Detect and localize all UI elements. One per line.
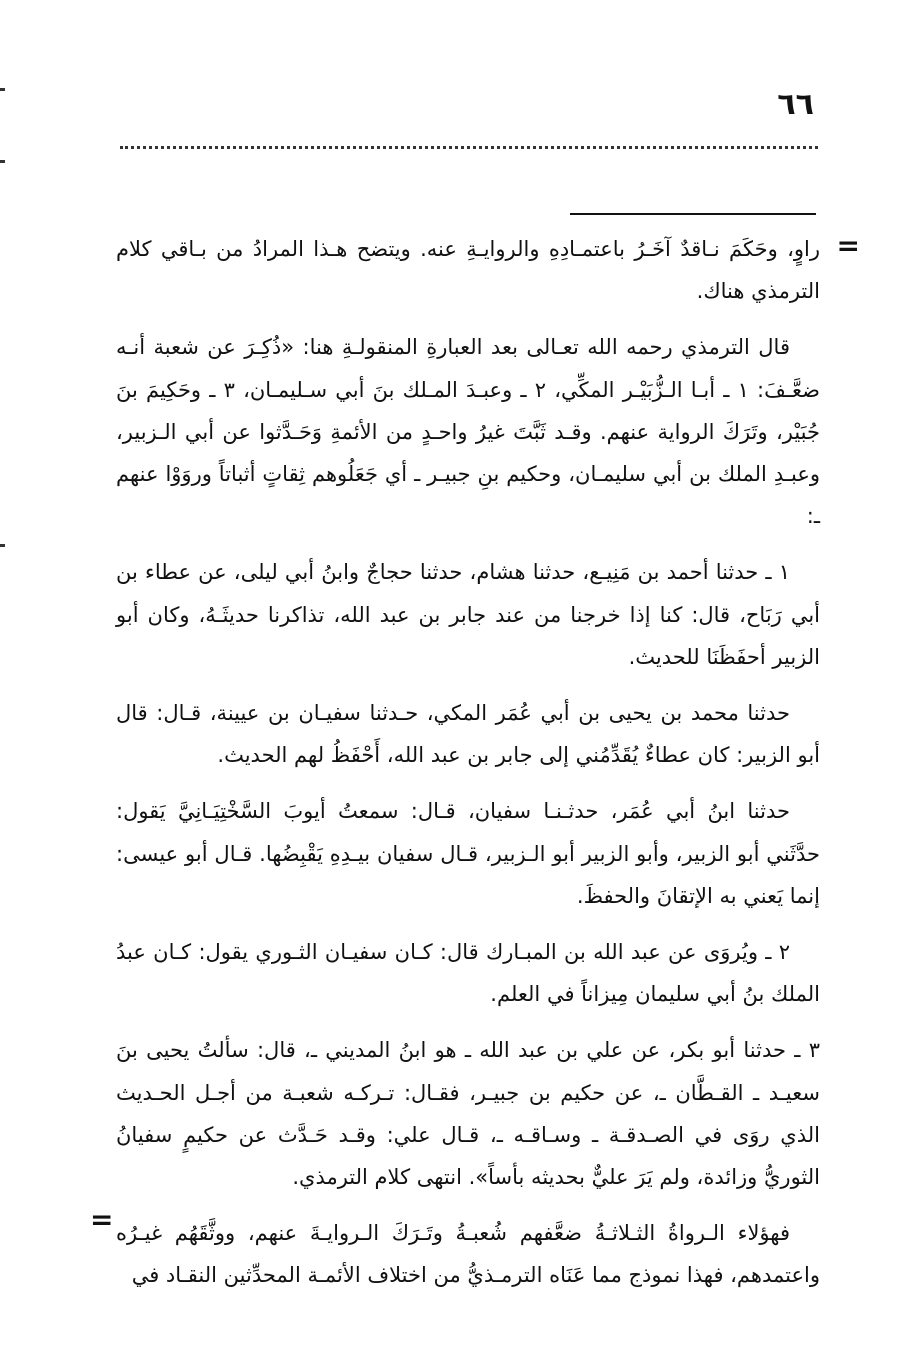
paragraph: راوٍ، وحَكَمَ نـاقدٌ آخَـرُ باعتمـادِهِ والروايـةِ عنه. ويتضح هـذا المرادُ من بـاقي كلام الترمذي هناك. xyxy=(116,237,820,304)
scan-mark xyxy=(0,88,5,91)
footnote-separator-rule xyxy=(570,213,816,215)
paragraph: ١ ـ حدثنا أحمد بن مَنِيـع، حدثنا هشام، حدثنا حجاجٌ وابنُ أبي ليلى، عن عطاء بن أبي رَبَاح، قال: كنا إذا خرجنا من عند جابر بن عبد الله، تذاكرنا حديثَـهُ، وكان أبو الزبير أحفَظَنَا للحديث. xyxy=(116,560,820,669)
paragraph: قال الترمذي رحمه الله تعـالى بعد العبارةِ المنقولـةِ هنا: «ذُكِـرَ عن شعبة أنـه ضعَّـفَ: ١ ـ أبـا الـزُّبَيْـر المكِّي، ٢ ـ وعبـدَ المـلك بنَ أبي سـليمـان، ٣ ـ وحَكِيمَ بنَ جُبَيْر، وتَرَكَ الرواية عنهم. وقـد ثَبَّتَ غيرُ واحـدٍ من الأئمةِ وَحَـدَّثوا عن أبي الـزبير، وعبـدِ الملك بن أبي سليمـان، وحكيم بنِ جبيـر ـ أي جَعَلُوهم ثِقاتٍ أثباتاً وروَوْا عنهم ـ: xyxy=(116,335,820,529)
paragraph: ٢ ـ ويُروَى عن عبد الله بن المبـارك قال: كـان سفيـان الثـوري يقول: كـان عبدُ الملك بنُ أبي سليمان مِيزاناً في العلم. xyxy=(116,940,820,1007)
body-text xyxy=(116,228,820,1297)
continuation-mark-bottom: = xyxy=(90,1203,114,1236)
scan-mark xyxy=(0,544,5,547)
paragraph: ٣ ـ حدثنا أبو بكر، عن علي بن عبد الله ـ هو ابنُ المديني ـ، قال: سألتُ يحيى بنَ سعيـد ـ القـطَّان ـ، عن حكيم بن جبيـر، فقـال: تـركـه شعبـة من أجـل الحـديث الذي روَى في الصـدقـة ـ وسـاقـه ـ، قـال علي: وقـد حَـدَّث عن حكيمٍ سفيانُ الثوريُّ وزائدة، ولم يَرَ عليٌّ بحديثه بأساً». انتهى كلام الترمذي. xyxy=(116,1038,820,1190)
scan-mark xyxy=(0,160,5,163)
paragraph: حدثنا محمد بن يحيى بن أبي عُمَر المكي، حـدثنا سفيـان بن عيينة، قـال: قال أبو الزبير: كان عطاءٌ يُقَدِّمُني إلى جابر بن عبد الله، أَحْفَظُ لهم الحديث. xyxy=(116,701,820,768)
paragraph: حدثنا ابنُ أبي عُمَر، حدثـنـا سفيان، قـال: سمعتُ أيوبَ السَّخْتِيَـانِيَّ يَقول: حدَّثَني أبو الزبير، وأبو الزبير أبو الـزبير، قـال سفيان بيـدِهِ يَقْبِضُها. قـال أبو عيسى: إنما يَعني به الإتقانَ والحفظَ. xyxy=(116,799,820,908)
paragraph: فهؤلاء الـرواةُ الثـلاثـةُ ضعَّفهم شُعبـةُ وتَـرَكَ الـروايـةَ عنهم، ووثَّقَهُم غيـرُه واعتمدهم، فهذا نموذج مما عَنَاه الترمـذيُّ من اختلاف الأئمـة المحدِّثين النقـاد في xyxy=(116,1221,820,1288)
continuation-mark-top: = xyxy=(836,229,860,262)
header-dotted-rule xyxy=(120,146,818,149)
page-number: ٦٦ xyxy=(777,87,814,122)
